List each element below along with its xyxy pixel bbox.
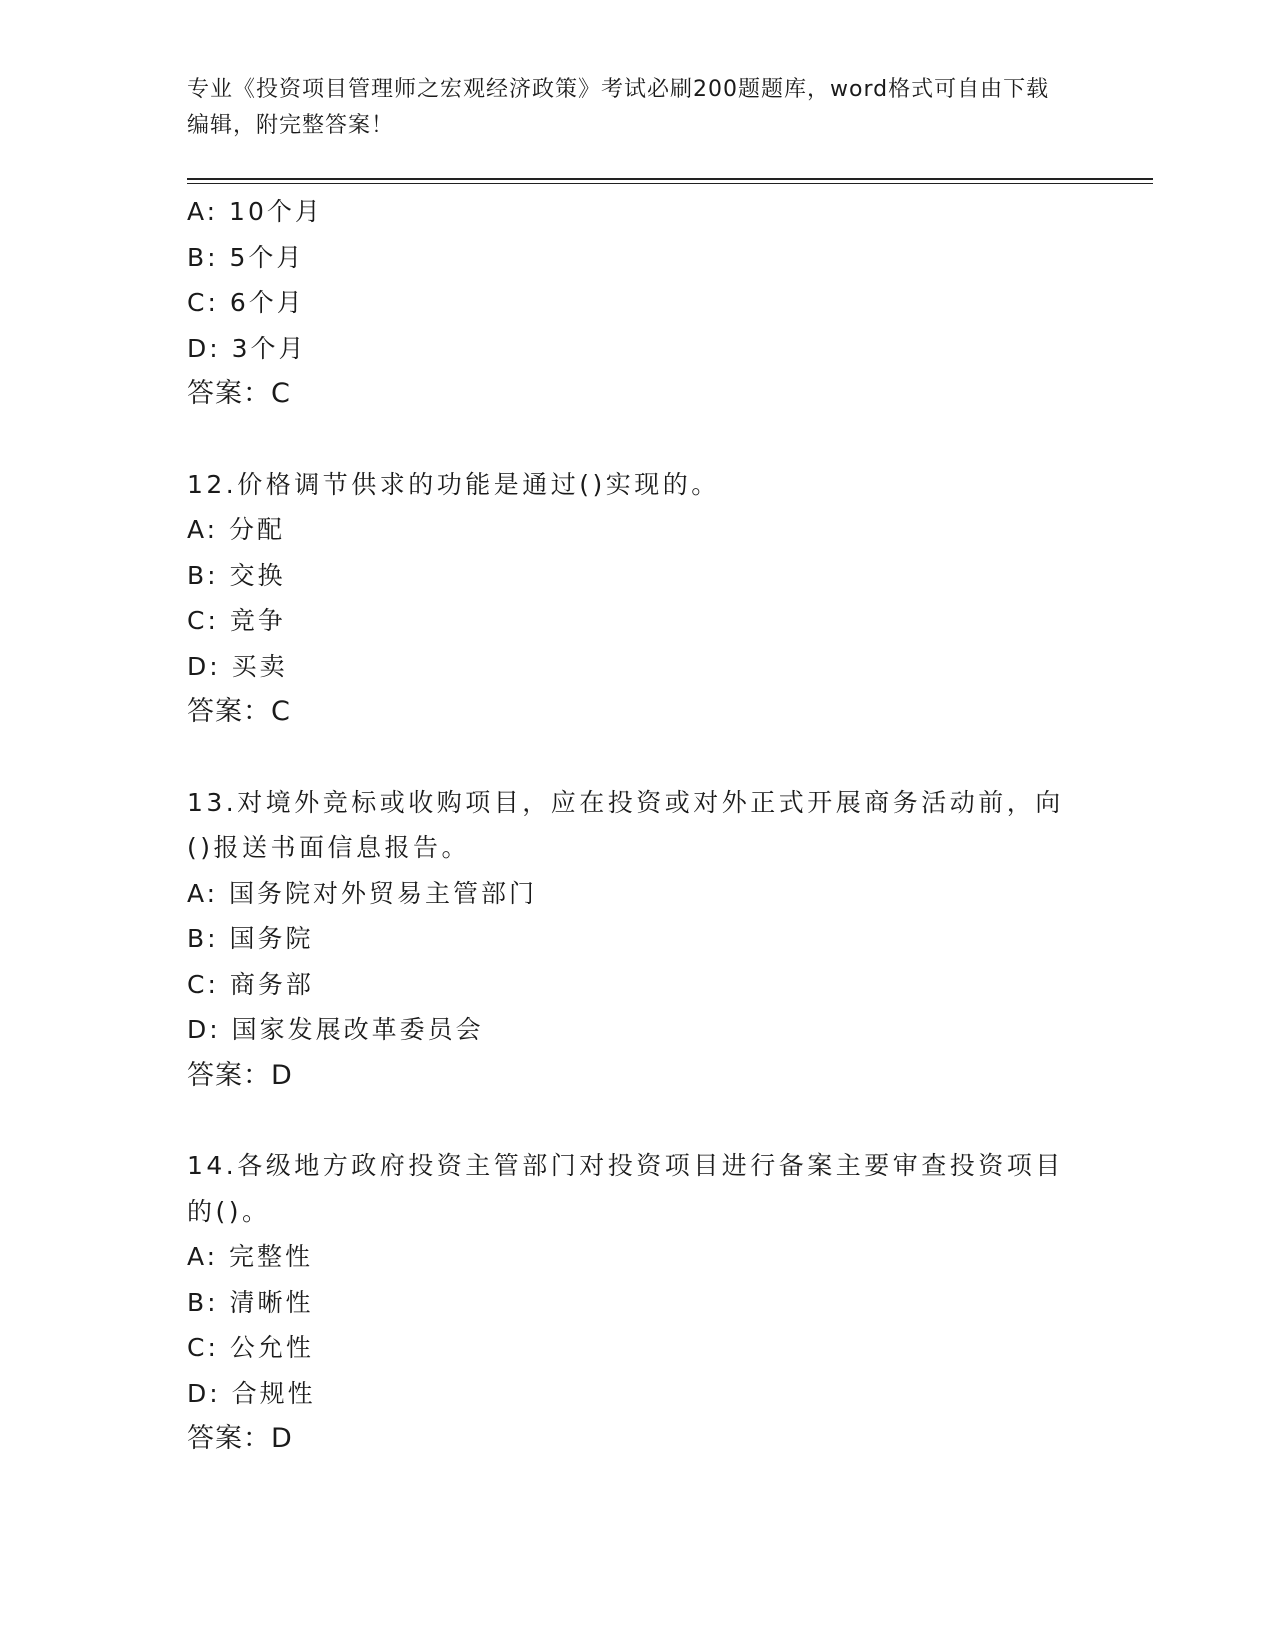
option-b: B: 交换 [187,560,286,590]
option-b: B: 清晰性 [187,1287,314,1317]
option-a: A: 10个月 [187,197,323,226]
option-d: D: 合规性 [187,1378,316,1408]
option-b: B: 5个月 [187,242,305,272]
answer: 答案：C [187,378,291,409]
option-c: C: 公允性 [187,1333,314,1362]
question-12 [187,462,1087,735]
option-c: C: 商务部 [187,969,314,999]
option-d: D: 3个月 [187,333,307,363]
question-11-continued [187,189,1087,417]
answer: 答案：D [187,1059,293,1091]
question-text: 12.价格调节供求的功能是通过()实现的。 [187,469,720,499]
option-a: A: 完整性 [187,1242,314,1271]
option-a: A: 国务院对外贸易主管部门 [187,878,538,908]
header-divider-thick [187,178,1153,180]
question-13 [187,780,1087,1099]
option-d: D: 国家发展改革委员会 [187,1015,484,1044]
header-divider-thin [187,183,1153,184]
answer: 答案：C [187,696,291,727]
option-b: B: 国务院 [187,924,314,953]
question-list [187,189,1087,1462]
question-text: 13.对境外竞标或收购项目，应在投资或对外正式开展商务活动前，向()报送书面信息报告。 [187,787,1064,862]
option-c: C: 6个月 [187,288,305,317]
option-a: A: 分配 [187,515,286,544]
answer: 答案：D [187,1423,293,1454]
document-header: 专业《投资项目管理师之宏观经济政策》考试必刷200题题库，word格式可自由下载编辑，附完整答案！ [187,77,1050,138]
option-d: D: 买卖 [187,651,288,681]
option-c: C: 竞争 [187,606,286,635]
question-text: 14.各级地方政府投资主管部门对投资项目进行备案主要审查投资项目的()。 [187,1151,1064,1226]
question-14 [187,1143,1087,1462]
